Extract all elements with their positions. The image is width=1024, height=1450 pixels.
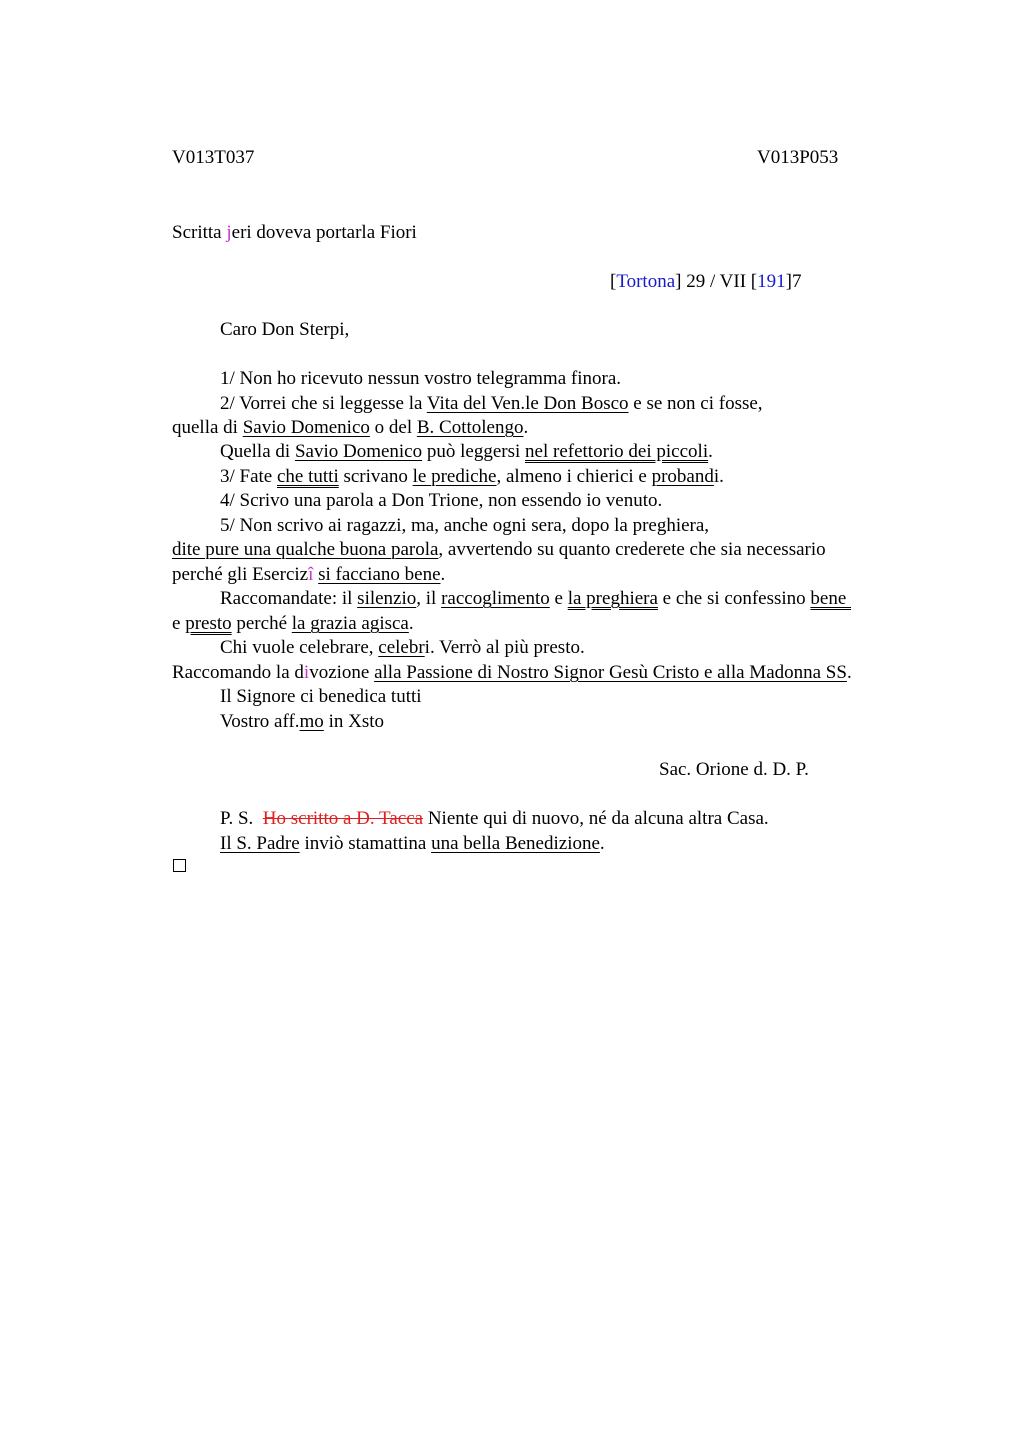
- header-left-code: V013T037: [172, 147, 255, 168]
- signature: Sac. Orione d. D. P.: [659, 759, 809, 780]
- greeting: Caro Don Sterpi,: [220, 319, 350, 340]
- body-line-2: 2/ Vorrei che si leggesse la Vita del Ven.le Don Bosco e se non ci fosse,: [220, 393, 763, 414]
- body-line-10: Raccomandate: il silenzio, il raccoglimento e la preghiera e che si confessino bene: [220, 588, 852, 609]
- letter-date: [Tortona] 29 / VII [191]7: [610, 271, 802, 292]
- closing-line: Vostro aff.mo in Xsto: [220, 711, 384, 732]
- postscript-line-2: Il S. Padre inviò stamattina una bella Benedizione.: [220, 833, 605, 854]
- body-line-4: Quella di Savio Domenico può leggersi nel refettorio dei piccoli.: [220, 441, 713, 462]
- body-line-6: 4/ Scrivo una parola a Don Trione, non essendo io venuto.: [220, 490, 663, 511]
- header-right-code: V013P053: [757, 147, 839, 168]
- end-marker-box: [173, 859, 186, 872]
- body-line-7: 5/ Non scrivo ai ragazzi, ma, anche ogni sera, dopo la preghiera,: [220, 515, 710, 536]
- body-line-9: perché gli Esercizî si facciano bene.: [172, 564, 446, 585]
- struck-text: Ho scritto a D. Tacca: [262, 808, 424, 829]
- body-line-14: Il Signore ci benedica tutti: [220, 686, 422, 707]
- body-line-8: dite pure una qualche buona parola, avvertendo su quanto crederete che sia necessario: [172, 539, 826, 560]
- body-line-13: Raccomando la divozione alla Passione di Nostro Signor Gesù Cristo e alla Madonna SS.: [172, 662, 852, 683]
- body-line-3: quella di Savio Domenico o del B. Cottolengo.: [172, 417, 529, 438]
- body-line-5: 3/ Fate che tutti scrivano le prediche, almeno i chierici e probandi.: [220, 466, 724, 487]
- body-line-12: Chi vuole celebrare, celebri. Verrò al più presto.: [220, 637, 585, 658]
- delivery-note: Scritta jeri doveva portarla Fiori: [172, 222, 417, 243]
- body-line-1: 1/ Non ho ricevuto nessun vostro telegramma finora.: [220, 368, 622, 389]
- body-line-11: e presto perché la grazia agisca.: [172, 613, 414, 634]
- postscript-line-1: P. S. Ho scritto a D. Tacca Niente qui di nuovo, né da alcuna altra Casa.: [220, 808, 769, 829]
